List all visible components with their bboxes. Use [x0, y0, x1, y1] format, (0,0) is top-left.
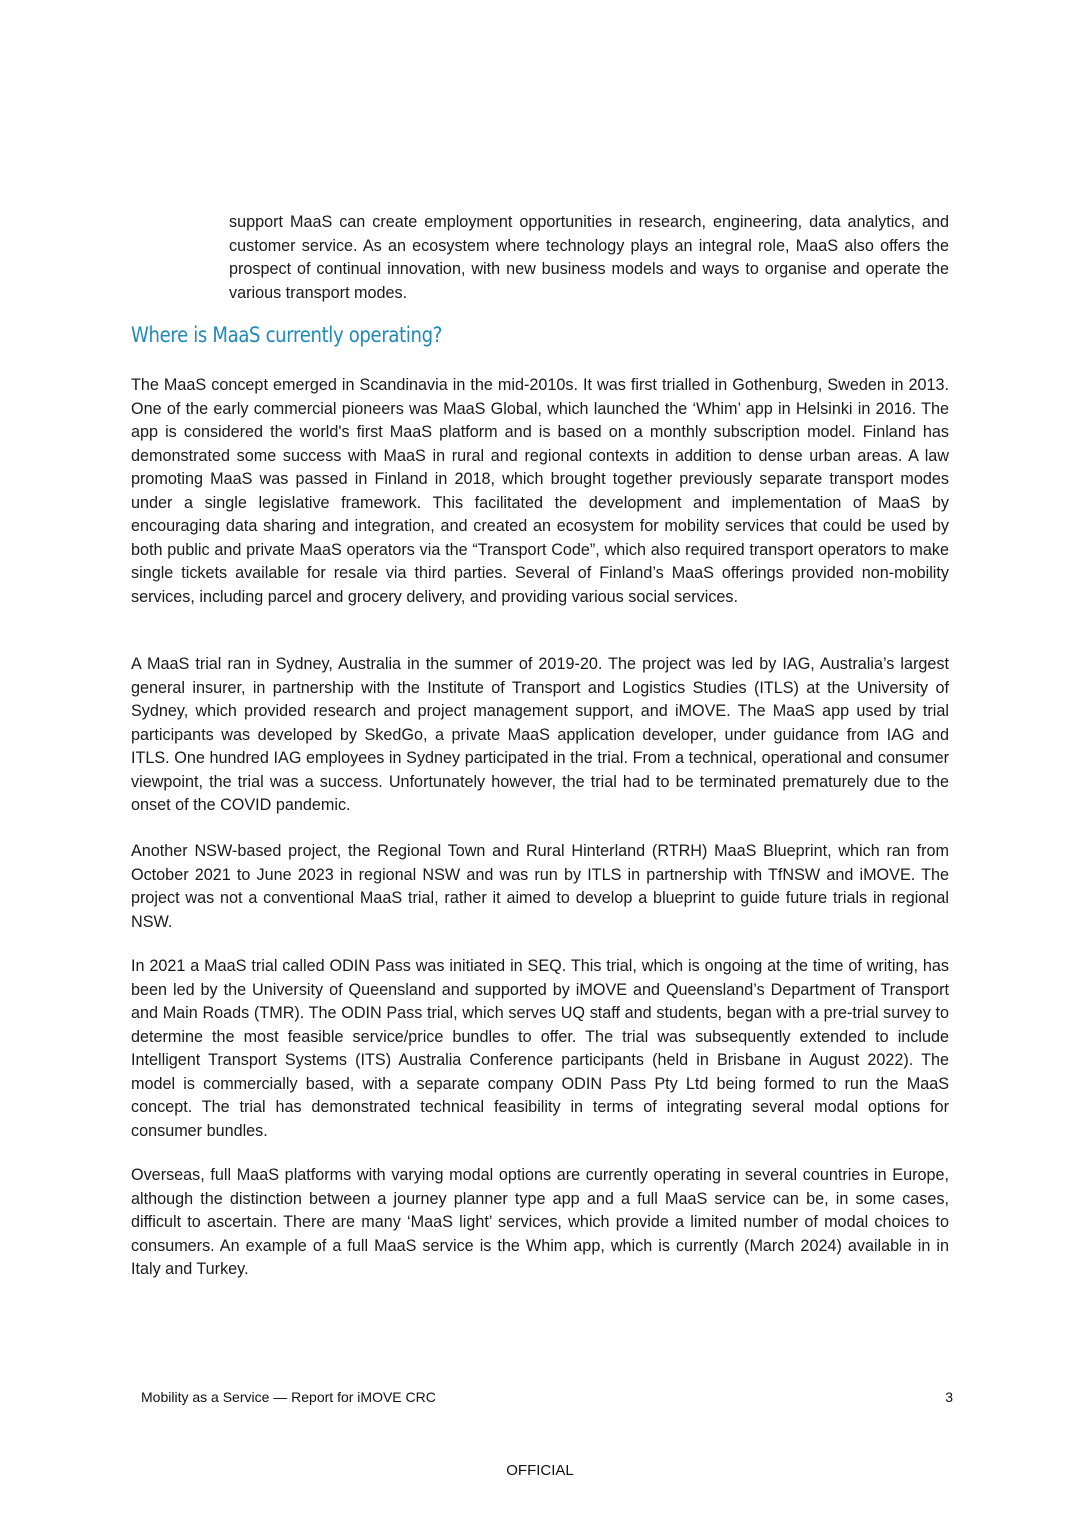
footer-report-title: Mobility as a Service — Report for iMOVE CRC [141, 1389, 436, 1405]
section-heading: Where is MaaS currently operating? [131, 323, 442, 347]
paragraph-overseas: Overseas, full MaaS platforms with varying modal options are currently operating in several countries in Europe, although the distinction between a journey planner type app and a full MaaS service can be, in some cases, difficult to ascertain. There are many ‘MaaS light’ services, which provide a limited number of modal choices to consumers. An example of a full MaaS service is the Whim app, which is currently (March 2024) available in in Italy and Turkey. [131, 1166, 949, 1278]
security-classification: OFFICIAL [506, 1462, 574, 1479]
intro-paragraph: support MaaS can create employment opportunities in research, engineering, data analytics, and customer service. As an ecosystem where technology plays an integral role, MaaS also offers the prospect of continual innovation, with new business models and ways to organise and operate the various transport modes. [229, 213, 949, 302]
paragraph-rtrh-blueprint: Another NSW-based project, the Regional Town and Rural Hinterland (RTRH) MaaS Blueprint, which ran from October 2021 to June 2023 in regional NSW and was run by ITLS in partnership with TfNSW and iMOVE. The project was not a conventional MaaS trial, rather it aimed to develop a blueprint to guide future trials in regional NSW. [131, 842, 949, 931]
paragraph-scandinavia: The MaaS concept emerged in Scandinavia in the mid-2010s. It was first trialled in Gothenburg, Sweden in 2013. One of the early commercial pioneers was MaaS Global, which launched the ‘Whim’ app in Helsinki in 2016. The app is considered the world's first MaaS platform and is based on a monthly subscription model. Finland has demonstrated some success with MaaS in rural and regional contexts in addition to dense urban areas. A law promoting MaaS was passed in Finland in 2018, which brought together previously separate transport modes under a single legislative framework. This facilitated the development and implementation of MaaS by encouraging data sharing and integration, and created an ecosystem for mobility services that could be used by both public and private MaaS operators via the “Transport Code”, which also required transport operators to make single tickets available for resale via third parties. Several of Finland’s MaaS offerings provided non-mobility services, including parcel and grocery delivery, and providing various social services. [131, 376, 949, 606]
footer-page-number: 3 [945, 1389, 953, 1405]
paragraph-sydney-trial: A MaaS trial ran in Sydney, Australia in the summer of 2019-20. The project was led by IAG, Australia’s largest general insurer, in partnership with the Institute of Transport and Logistics Studies (ITLS) at the University of Sydney, which provided research and project management support, and iMOVE. The MaaS app used by trial participants was developed by SkedGo, a private MaaS application developer, under guidance from IAG and ITLS. One hundred IAG employees in Sydney participated in the trial. From a technical, operational and consumer viewpoint, the trial was a success. Unfortunately however, the trial had to be terminated prematurely due to the onset of the COVID pandemic. [131, 655, 949, 814]
paragraph-odin-pass: In 2021 a MaaS trial called ODIN Pass was initiated in SEQ. This trial, which is ongoing at the time of writing, has been led by the University of Queensland and supported by iMOVE and Queensland’s Department of Transport and Main Roads (TMR). The ODIN Pass trial, which serves UQ staff and students, began with a pre-trial survey to determine the most feasible service/price bundles to offer. The trial was subsequently extended to include Intelligent Transport Systems (ITS) Australia Conference participants (held in Brisbane in August 2022). The model is commercially based, with a separate company ODIN Pass Pty Ltd being formed to run the MaaS concept. The trial has demonstrated technical feasibility in terms of integrating several modal options for consumer bundles. [131, 957, 949, 1140]
